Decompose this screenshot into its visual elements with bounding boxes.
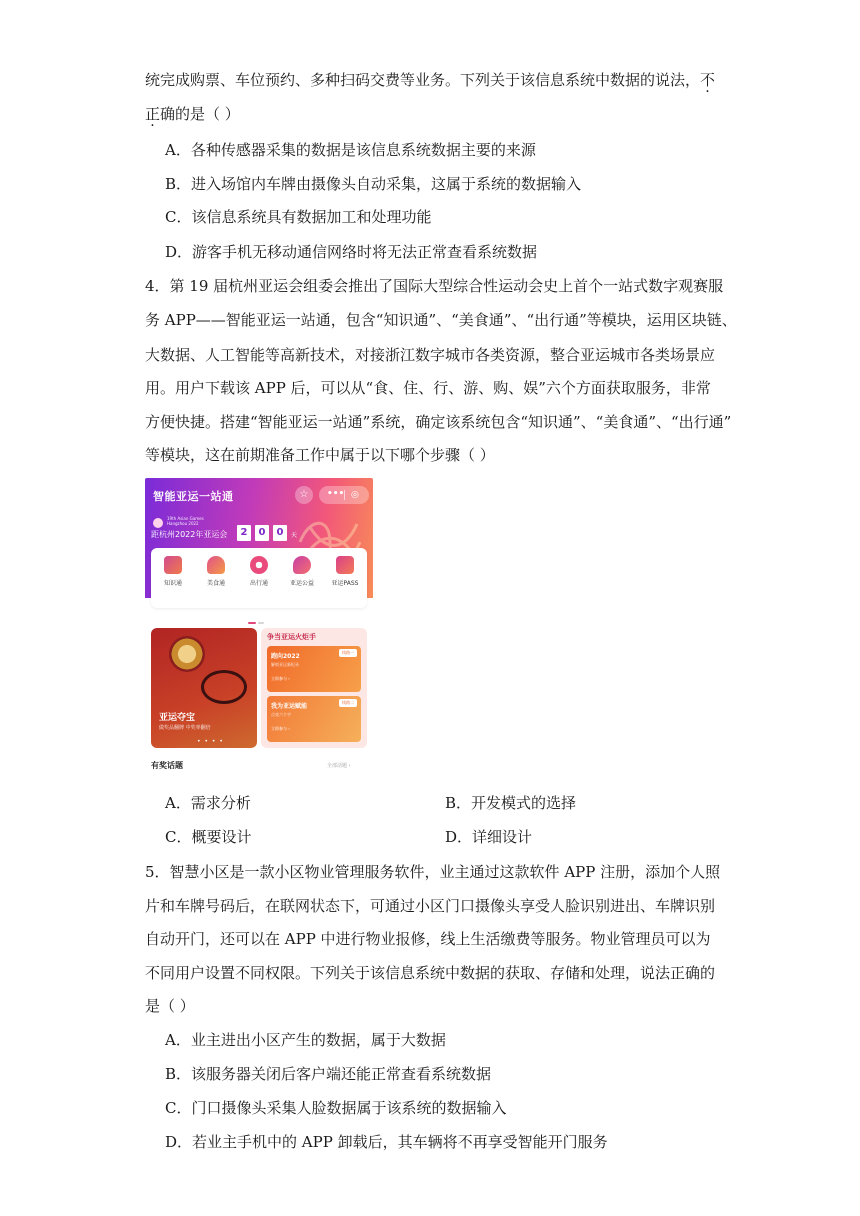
q3-option-d: D．游客手机无移动通信网络时将无法正常查看系统数据 (165, 243, 538, 261)
app-screenshot (145, 478, 373, 774)
q4-option-a: A．需求分析 (165, 794, 251, 812)
pass-icon (336, 556, 354, 574)
treasure-card-title: 亚运夺宝 (159, 713, 196, 723)
module-label: 亚运公益 (289, 580, 314, 587)
carousel-dots: • • • • (197, 738, 224, 745)
module-charity[interactable] (282, 556, 322, 587)
countdown-unit: 天 (291, 532, 298, 539)
route-two-cta[interactable]: 立即参与 › (271, 726, 290, 731)
all-topics-link[interactable]: 全部话题 › (327, 763, 351, 769)
q5-option-c: C．门口摄像头采集人脸数据属于该系统的数据输入 (165, 1099, 507, 1117)
module-food[interactable] (196, 556, 236, 587)
q3-emphasis-zheng: 正 (145, 105, 161, 123)
q4-option-d: D．详细设计 (445, 828, 533, 846)
route-two-card[interactable] (267, 696, 361, 742)
favorite-star-icon: ☆ (295, 486, 313, 504)
module-pass[interactable] (325, 556, 365, 587)
q3-option-c: C．该信息系统具有数据加工和处理功能 (165, 208, 432, 226)
q4-option-b: B．开发模式的选择 (445, 794, 577, 812)
route-one-title: 跑向2022 (271, 653, 300, 660)
q5-option-b: B．该服务器关闭后客户端还能正常查看系统数据 (165, 1065, 492, 1083)
countdown-label: 距杭州2022年亚运会 (151, 530, 228, 539)
q4-option-c: C．概要设计 (165, 828, 252, 846)
route-one-cta[interactable]: 立即参与 › (271, 676, 290, 681)
treasure-card-subtitle: 做奖品翻牌 中奖率翻倍 (159, 725, 211, 731)
module-label: 出行通 (249, 580, 268, 587)
q3-option-a: A．各种传感器采集的数据是该信息系统数据主要的来源 (165, 141, 536, 159)
q3-line-2: 正确的是（ ） (145, 105, 240, 123)
q5-option-d: D．若业主手机中的 APP 卸载后，其车辆将不再享受智能开门服务 (165, 1133, 608, 1151)
medal-icon (169, 636, 205, 672)
q5-line-2: 片和车牌号码后，在联网状态下，可通过小区门口摄像头享受人脸识别进出、车牌识别 (145, 897, 716, 915)
route-one-desc: 解锁亚运新纪录 (271, 662, 299, 667)
travel-icon (250, 556, 268, 574)
q5-line-1: 5．智慧小区是一款小区物业管理服务软件，业主通过这款软件 APP 注册，添加个人照 (145, 863, 721, 881)
heart-icon (293, 556, 311, 574)
food-icon (207, 556, 225, 574)
torchbearer-header: 争当亚运火炬手 (267, 633, 316, 641)
q4-line-3: 大数据、人工智能等高新技术，对接浙江数字城市各类资源，整合亚运城市各类场景应 (145, 346, 716, 364)
treasure-card[interactable] (151, 628, 257, 748)
page-indicator (248, 609, 268, 611)
module-travel[interactable] (239, 556, 279, 587)
route-two-tag: 线路二 (339, 699, 357, 707)
module-label: 知识通 (163, 580, 182, 587)
module-knowledge[interactable] (153, 556, 193, 587)
mini-program-capsule (319, 486, 369, 504)
q4-line-1: 4．第 19 届杭州亚运会组委会推出了国际大型综合性运动会史上首个一站式数字观赛服 (145, 277, 724, 295)
countdown-digit: 2 (237, 525, 251, 541)
module-label: 亚运PASS (331, 580, 359, 587)
bracelet-icon (201, 670, 247, 704)
route-two-desc: 点亮六个字 (271, 712, 291, 717)
asian-games-logo-icon (153, 518, 163, 528)
module-icon-bar (151, 548, 367, 608)
app-title: 智能亚运一站通 (153, 490, 234, 503)
knowledge-icon (164, 556, 182, 574)
q4-line-2: 务 APP——智能亚运一站通，包含“知识通”、“美食通”、“出行通”等模块，运用区块链、 (145, 311, 737, 329)
q5-line-4: 不同用户设置不同权限。下列关于该信息系统中数据的获取、存储和处理，说法正确的 (145, 964, 716, 982)
q3-emphasis-bu: 不 (700, 71, 716, 89)
more-icon: ••• (327, 489, 345, 499)
module-label: 美食通 (206, 580, 225, 587)
q3-option-b: B．进入场馆内车牌由摄像头自动采集，这属于系统的数据输入 (165, 175, 582, 193)
q5-option-a: A．业主进出小区产生的数据，属于大数据 (165, 1031, 446, 1049)
asian-games-logo-text: 19th Asian Games Hangzhou 2022 (167, 516, 204, 526)
countdown-digit: 0 (255, 525, 269, 541)
countdown-digit: 0 (273, 525, 287, 541)
route-two-title: 我为亚运赋能 (271, 703, 308, 710)
route-one-card[interactable] (267, 646, 361, 692)
q5-line-3: 自动开门，还可以在 APP 中进行物业报修，线上生活缴费等服务。物业管理员可以为 (145, 930, 711, 948)
q4-line-4: 用。用户下载该 APP 后，可以从“食、住、行、游、购、娱”六个方面获取服务，非常 (145, 379, 711, 397)
q3-line-1: 统完成购票、车位预约、多种扫码交费等业务。下列关于该信息系统中数据的说法，不 (145, 71, 716, 89)
q4-line-5: 方便快捷。搭建“智能亚运一站通”系统，确定该系统包含“知识通”、“美食通”、“出行通” (145, 413, 732, 431)
route-one-tag: 线路一 (339, 649, 357, 657)
q5-line-5: 是（ ） (145, 997, 195, 1015)
topic-section-title: 有奖话题 (151, 761, 183, 770)
close-icon: ◎ (351, 490, 359, 500)
q4-line-6: 等模块，这在前期准备工作中属于以下哪个步骤（ ） (145, 446, 495, 464)
torchbearer-card (261, 628, 367, 748)
